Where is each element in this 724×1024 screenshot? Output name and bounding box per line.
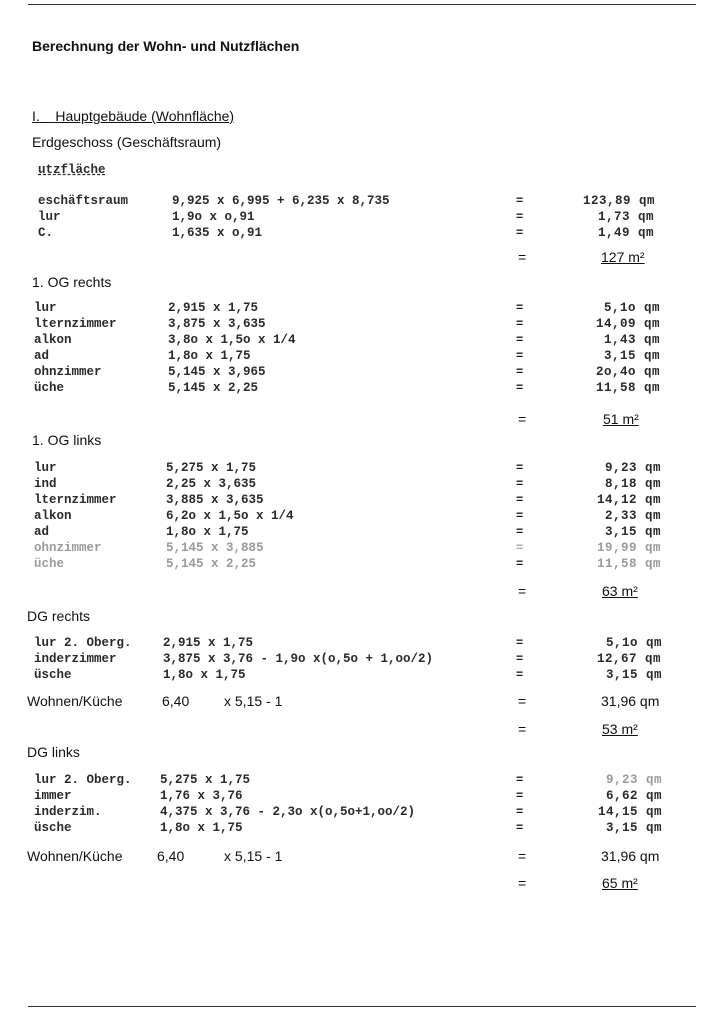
dg-links-row-result: 14,15 qm [598, 805, 663, 819]
dg-links-row-result: 6,62 qm [606, 789, 663, 803]
dg-rechts-wk-result: 31,96 qm [601, 693, 660, 709]
og-links-row-formula: 2,25 x 3,635 [166, 477, 257, 491]
eg-row-result: 1,73 qm [598, 210, 655, 224]
og-links-row-result: 9,23 qm [605, 461, 662, 475]
og-rechts-row-name: ohnzimmer [34, 365, 102, 379]
dg-links-wk-result: 31,96 qm [601, 848, 660, 864]
dg-rechts-row-name: inderzimmer [34, 652, 117, 666]
eg-row-name: lur [38, 210, 61, 224]
og-rechts-row-formula: 3,875 x 3,635 [168, 317, 266, 331]
dg-links-row-formula: 1,8o x 1,75 [160, 821, 243, 835]
dg-links-total: 65 m² [602, 875, 638, 891]
og-links-row-name: lur [34, 461, 57, 475]
og-rechts-total-eq: = [518, 411, 527, 427]
eg-total-eq: = [518, 249, 527, 265]
page-title: Berechnung der Wohn- und Nutzflächen [32, 38, 300, 54]
og-rechts-row-eq: = [516, 365, 524, 379]
og-links-row-eq: = [516, 557, 524, 571]
eg-total: 127 m² [601, 249, 645, 265]
dg-rechts-row-result: 12,67 qm [597, 652, 662, 666]
og-links-row-eq: = [516, 461, 524, 475]
og-rechts-row-result: 14,09 qm [596, 317, 661, 331]
dg-rechts-row-formula: 3,875 x 3,76 - 1,9o x(o,5o + 1,oo/2) [163, 652, 434, 666]
dg-links-row-name: üsche [34, 821, 72, 835]
og-links-row-formula: 6,2o x 1,5o x 1/4 [166, 509, 294, 523]
og-links-row-eq: = [516, 525, 524, 539]
og-links-heading: 1. OG links [32, 432, 102, 448]
eg-row-formula: 9,925 x 6,995 + 6,235 x 8,735 [172, 194, 390, 208]
eg-row-eq: = [516, 194, 524, 208]
dg-links-row-result: 3,15 qm [606, 821, 663, 835]
og-rechts-row-name: lternzimmer [34, 317, 117, 331]
og-rechts-row-eq: = [516, 381, 524, 395]
dg-rechts-wk-b: x 5,15 - 1 [224, 693, 283, 709]
og-links-row-name: ad [34, 525, 50, 539]
dg-links-wk-b: x 5,15 - 1 [224, 848, 283, 864]
og-links-row-formula: 1,8o x 1,75 [166, 525, 249, 539]
section-heading [32, 108, 234, 124]
og-links-row-name: ohnzimmer [34, 541, 102, 555]
og-rechts-row-name: alkon [34, 333, 72, 347]
og-links-row-result: 8,18 qm [605, 477, 662, 491]
dg-links-row-eq: = [516, 773, 524, 787]
dg-rechts-row-result: 5,1o qm [606, 636, 663, 650]
og-rechts-row-formula: 5,145 x 3,965 [168, 365, 266, 379]
og-rechts-heading: 1. OG rechts [32, 274, 112, 290]
eg-row-result: 1,49 qm [598, 226, 655, 240]
dg-rechts-total: 53 m² [602, 721, 638, 737]
og-rechts-row-eq: = [516, 333, 524, 347]
og-rechts-row-eq: = [516, 317, 524, 331]
dg-rechts-row-result: 3,15 qm [606, 668, 663, 682]
dg-links-total-eq: = [518, 875, 527, 891]
og-rechts-row-name: lur [34, 301, 57, 315]
dg-links-row-formula: 5,275 x 1,75 [160, 773, 251, 787]
top-rule [28, 4, 696, 5]
dg-rechts-row-eq: = [516, 636, 524, 650]
og-links-row-formula: 5,145 x 2,25 [166, 557, 257, 571]
og-links-row-name: alkon [34, 509, 72, 523]
dg-links-row-name: inderzim. [34, 805, 102, 819]
dg-rechts-row-formula: 2,915 x 1,75 [163, 636, 254, 650]
og-links-row-result: 11,58 qm [597, 557, 662, 571]
dg-rechts-total-eq: = [518, 721, 527, 737]
dg-links-row-eq: = [516, 821, 524, 835]
eg-row-eq: = [516, 210, 524, 224]
eg-heading: Erdgeschoss (Geschäftsraum) [32, 134, 222, 150]
og-links-row-result: 2,33 qm [605, 509, 662, 523]
dg-rechts-heading: DG rechts [27, 608, 91, 624]
og-links-row-name: üche [34, 557, 65, 571]
dg-links-row-eq: = [516, 789, 524, 803]
dg-rechts-row-name: üsche [34, 668, 72, 682]
og-rechts-total: 51 m² [603, 411, 639, 427]
og-links-row-eq: = [516, 509, 524, 523]
og-links-row-eq: = [516, 493, 524, 507]
og-rechts-row-result: 3,15 qm [604, 349, 661, 363]
og-rechts-row-eq: = [516, 349, 524, 363]
og-rechts-row-name: ad [34, 349, 50, 363]
dg-links-row-formula: 1,76 x 3,76 [160, 789, 243, 803]
bottom-rule [28, 1006, 696, 1007]
eg-subheading: utzfläche [38, 163, 106, 177]
dg-links-wk-eq: = [518, 848, 527, 864]
dg-rechts-row-eq: = [516, 652, 524, 666]
dg-links-wk-label: Wohnen/Küche [27, 848, 123, 864]
og-rechts-row-formula: 1,8o x 1,75 [168, 349, 251, 363]
og-links-total: 63 m² [602, 583, 638, 599]
section-label: Hauptgebäude (Wohnfläche) [55, 108, 235, 124]
og-rechts-row-eq: = [516, 301, 524, 315]
og-links-row-name: ind [34, 477, 57, 491]
dg-rechts-row-eq: = [516, 668, 524, 682]
eg-row-result: 123,89 qm [583, 194, 656, 208]
dg-links-row-name: immer [34, 789, 72, 803]
dg-rechts-wk-a: 6,40 [162, 693, 190, 709]
dg-links-wk-a: 6,40 [157, 848, 185, 864]
og-rechts-row-result: 11,58 qm [596, 381, 661, 395]
dg-links-row-result: 9,23 qm [606, 773, 663, 787]
section-number: I. [32, 108, 40, 124]
og-rechts-row-formula: 5,145 x 2,25 [168, 381, 259, 395]
eg-row-name: C. [38, 226, 54, 240]
og-links-row-eq: = [516, 541, 524, 555]
og-links-row-result: 19,99 qm [597, 541, 662, 555]
og-rechts-row-result: 1,43 qm [604, 333, 661, 347]
og-links-row-formula: 3,885 x 3,635 [166, 493, 264, 507]
eg-row-formula: 1,635 x o,91 [172, 226, 263, 240]
eg-row-eq: = [516, 226, 524, 240]
og-rechts-row-formula: 2,915 x 1,75 [168, 301, 259, 315]
og-links-row-result: 3,15 qm [605, 525, 662, 539]
og-rechts-row-result: 5,1o qm [604, 301, 661, 315]
dg-links-row-name: lur 2. Oberg. [34, 773, 132, 787]
dg-links-row-formula: 4,375 x 3,76 - 2,3o x(o,5o+1,oo/2) [160, 805, 416, 819]
og-links-row-name: lternzimmer [34, 493, 117, 507]
og-rechts-row-name: üche [34, 381, 65, 395]
dg-rechts-wk-eq: = [518, 693, 527, 709]
og-links-row-formula: 5,145 x 3,885 [166, 541, 264, 555]
og-links-row-formula: 5,275 x 1,75 [166, 461, 257, 475]
eg-row-formula: 1,9o x o,91 [172, 210, 255, 224]
dg-links-row-eq: = [516, 805, 524, 819]
og-links-row-result: 14,12 qm [597, 493, 662, 507]
eg-row-name: eschäftsraum [38, 194, 129, 208]
og-links-total-eq: = [518, 583, 527, 599]
og-rechts-row-formula: 3,8o x 1,5o x 1/4 [168, 333, 296, 347]
dg-rechts-wk-label: Wohnen/Küche [27, 693, 123, 709]
og-rechts-row-result: 2o,4o qm [596, 365, 661, 379]
dg-rechts-row-formula: 1,8o x 1,75 [163, 668, 246, 682]
og-links-row-eq: = [516, 477, 524, 491]
dg-links-heading: DG links [27, 744, 80, 760]
dg-rechts-row-name: lur 2. Oberg. [34, 636, 132, 650]
